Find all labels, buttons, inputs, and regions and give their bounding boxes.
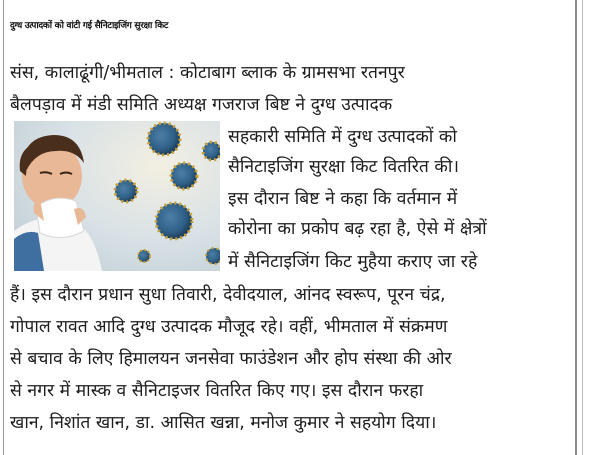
article-line: सैनिटाइजिंग सुरक्षा किट वितरित की। [228,157,460,177]
left-border [3,0,4,455]
article-line: इस दौरान बिष्ट ने कहा कि वर्तमान में [228,189,458,209]
article-line: कोरोना का प्रकोप बढ़ रहा है, ऐसे में क्षेत्रों [228,219,487,239]
article-line: हैं। इस दौरान प्रधान सुधा तिवारी, देवीदयाल, आंनद स्वरूप, पूरन चंद्र, [10,285,446,305]
article-line: खान, निशांत खान, डा. आसित खन्ना, मनोज कुमार ने सहयोग दिया। [10,413,437,433]
article-headline: दुग्ध उत्पादकों को वांटी गई सैनिटाइजिंग सुरक्षा किट [10,21,169,31]
article-line: संस, कालाढूंगी/भीमताल : कोटाबाग ब्लाक के ग्रामसभा रतनपुर [10,63,405,83]
article-line: से बचाव के लिए हिमालयन जनसेवा फाउंडेशन और होप संस्था की ओर [10,349,452,369]
article-line: बैलपड़ाव में मंडी समिति अध्यक्ष गजराज बिष्ट ने दुग्ध उत्पादक [10,95,393,115]
sneezing-person-virus-illustration [14,121,220,271]
right-border-inner [582,0,583,455]
article-line: में सैनिटाइजिंग किट मुहैया कराए जा रहे [228,252,478,272]
article-line: सहकारी समिति में दुग्ध उत्पादकों को [228,127,457,147]
article-photo [14,121,220,271]
right-border [575,0,577,455]
article-line: से नगर में मास्क व सैनिटाइजर वितरित किए गए। इस दौरान फरहा [10,381,424,401]
article-line: गोपाल रावत आदि दुग्ध उत्पादक मौजूद रहे। वहीं, भीमताल में संक्रमण [10,317,448,337]
